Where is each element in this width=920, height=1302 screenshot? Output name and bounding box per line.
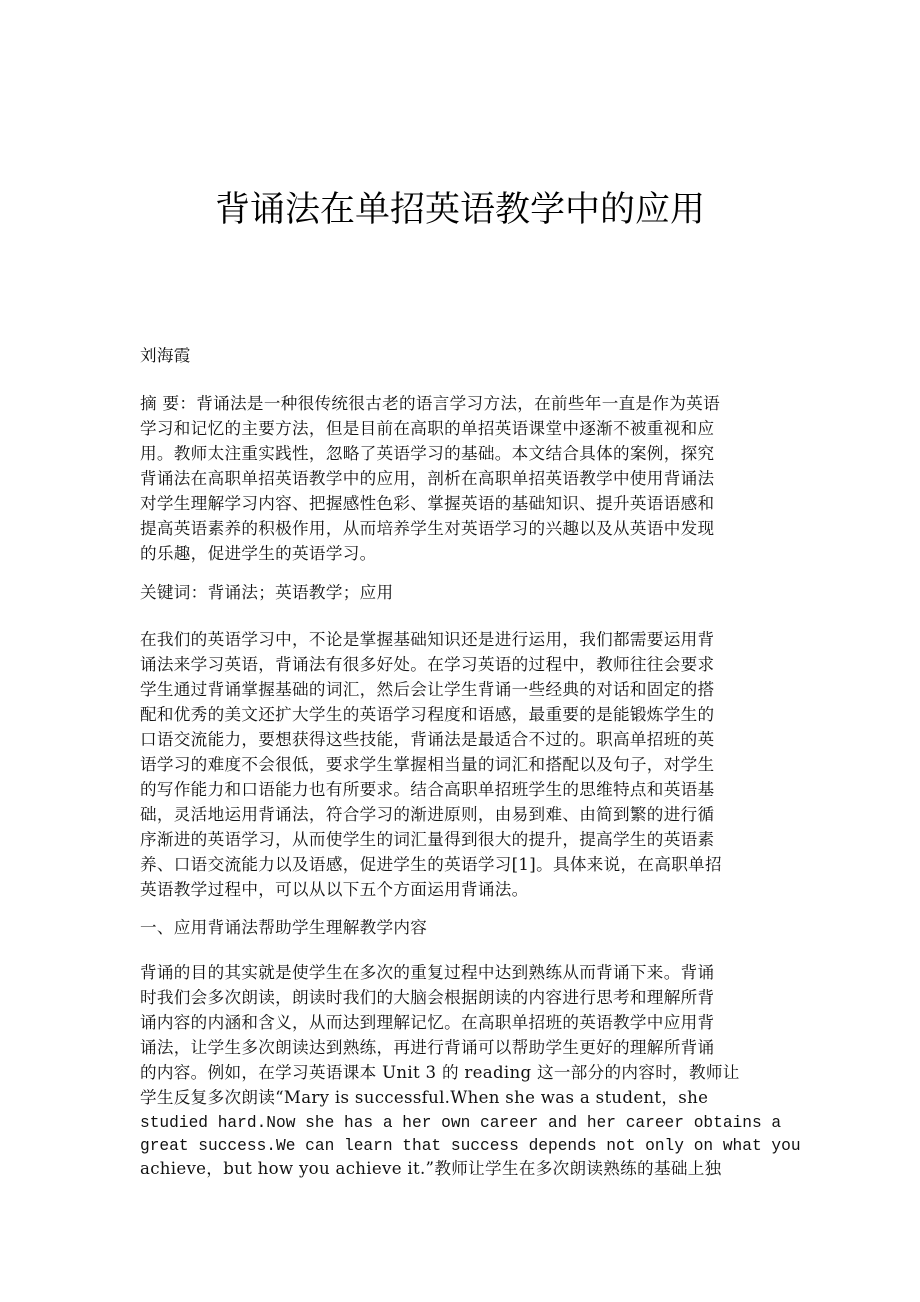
section-1-line: 诵内容的内涵和含义，从而达到理解记忆。在高职单招班的英语教学中应用背 bbox=[140, 1013, 715, 1032]
section-1-heading-block bbox=[140, 915, 780, 940]
section-1-line: 背诵的目的其实就是使学生在多次的重复过程中达到熟练从而背诵下来。背诵 bbox=[140, 963, 715, 982]
abstract-line: 对学生理解学习内容、把握感性色彩、掌握英语的基础知识、提升英语语感和 bbox=[140, 494, 715, 513]
abstract-line: 背诵法在高职单招英语教学中的应用，剖析在高职单招英语教学中使用背诵法 bbox=[140, 469, 715, 488]
intro-paragraph bbox=[140, 627, 780, 902]
section-1-paragraph bbox=[140, 960, 801, 1180]
section-1-line: 时我们会多次朗读，朗读时我们的大脑会根据朗读的内容进行思考和理解所背 bbox=[140, 988, 715, 1007]
intro-line: 养、口语交流能力以及语感，促进学生的英语学习[1]。具体来说，在高职单招 bbox=[140, 855, 722, 874]
section-1-line: great success.We can learn that success depends not only on what you bbox=[140, 1137, 801, 1155]
abstract-line: 学习和记忆的主要方法，但是目前在高职的单招英语课堂中逐渐不被重视和应 bbox=[140, 419, 715, 438]
author-block bbox=[140, 343, 780, 368]
section-1-line: 诵法，让学生多次朗读达到熟练，再进行背诵可以帮助学生更好的理解所背诵 bbox=[140, 1038, 715, 1057]
intro-line: 在我们的英语学习中，不论是掌握基础知识还是进行运用，我们都需要运用背 bbox=[140, 630, 715, 649]
document-title: 背诵法在单招英语教学中的应用 bbox=[214, 190, 705, 230]
author-name: 刘海霞 bbox=[140, 346, 191, 365]
keywords-block bbox=[140, 580, 780, 605]
abstract-line: 摘 要：背诵法是一种很传统很古老的语言学习方法，在前些年一直是作为英语 bbox=[140, 394, 720, 413]
intro-line: 口语交流能力，要想获得这些技能，背诵法是最适合不过的。职高单招班的英 bbox=[140, 730, 715, 749]
intro-line: 序渐进的英语学习，从而使学生的词汇量得到很大的提升，提高学生的英语素 bbox=[140, 830, 715, 849]
intro-line: 英语教学过程中，可以从以下五个方面运用背诵法。 bbox=[140, 880, 529, 899]
intro-line: 语学习的难度不会很低，要求学生掌握相当量的词汇和搭配以及句子，对学生 bbox=[140, 755, 715, 774]
intro-line: 础，灵活地运用背诵法，符合学习的渐进原则，由易到难、由简到繁的进行循 bbox=[140, 805, 715, 824]
intro-line: 学生通过背诵掌握基础的词汇，然后会让学生背诵一些经典的对话和固定的搭 bbox=[140, 680, 715, 699]
abstract-paragraph bbox=[140, 391, 780, 566]
intro-line: 配和优秀的美文还扩大学生的英语学习程度和语感，最重要的是能锻炼学生的 bbox=[140, 705, 715, 724]
section-1-line: studied hard.Now she has a her own career and her career obtains a bbox=[140, 1114, 782, 1132]
keywords-line: 关键词：背诵法；英语教学；应用 bbox=[140, 583, 394, 602]
abstract-line: 的乐趣，促进学生的英语学习。 bbox=[140, 544, 377, 563]
intro-line: 诵法来学习英语，背诵法有很多好处。在学习英语的过程中，教师往往会要求 bbox=[140, 655, 715, 674]
section-1-line: 的内容。例如，在学习英语课本 Unit 3 的 reading 这一部分的内容时，教师让 bbox=[140, 1063, 740, 1082]
section-heading: 一、应用背诵法帮助学生理解教学内容 bbox=[140, 918, 428, 937]
section-1-line: achieve，but how you achieve it.”教师让学生在多次朗读熟练的基础上独 bbox=[140, 1159, 722, 1178]
abstract-line: 提高英语素养的积极作用，从而培养学生对英语学习的兴趣以及从英语中发现 bbox=[140, 519, 715, 538]
abstract-line: 用。教师太注重实践性，忽略了英语学习的基础。本文结合具体的案例，探究 bbox=[140, 444, 715, 463]
intro-line: 的写作能力和口语能力也有所要求。结合高职单招班学生的思维特点和英语基 bbox=[140, 780, 715, 799]
section-1-line: 学生反复多次朗读“Mary is successful.When she was a student，she bbox=[140, 1088, 709, 1107]
